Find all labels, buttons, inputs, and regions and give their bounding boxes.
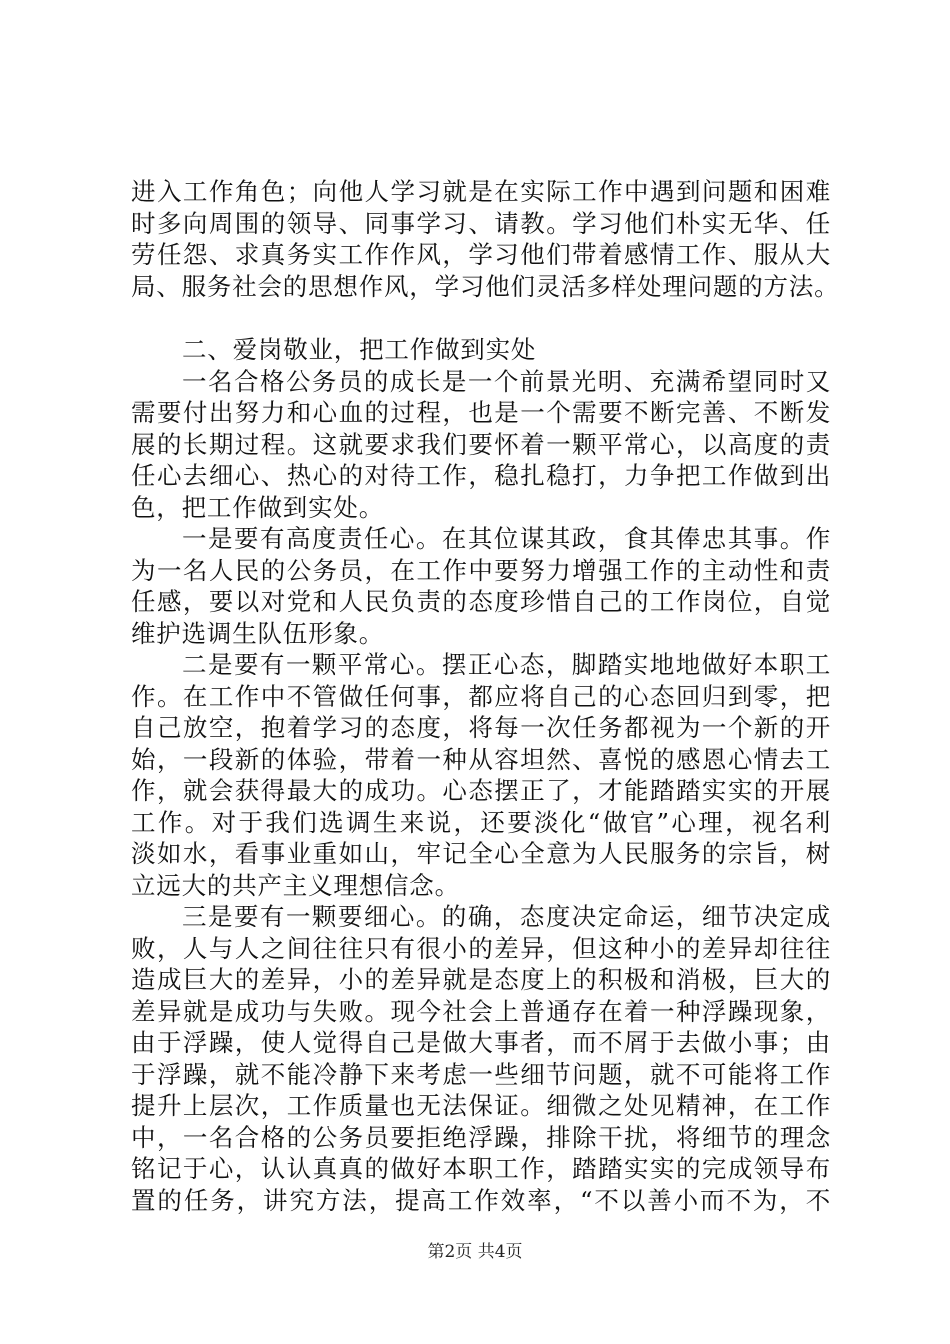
body-line: 差异就是成功与失败。现今社会上普通存在着一种浮躁现象， bbox=[131, 996, 831, 1026]
body-line: 铭记于心，认认真真的做好本职工作，踏踏实实的完成领导布 bbox=[131, 1154, 831, 1183]
body-line: 二是要有一颗平常心。摆正心态，脚踏实地地做好本职工 bbox=[182, 650, 831, 679]
body-line: 置的任务，讲究方法，提高工作效率，“不以善小而不为，不 bbox=[131, 1185, 831, 1215]
body-line: 中，一名合格的公务员要拒绝浮躁，排除干扰，将细节的理念 bbox=[131, 1122, 831, 1152]
body-line: 于浮躁，就不能冷静下来考虑一些细节问题，就不可能将工作 bbox=[131, 1059, 831, 1089]
body-line: 劳任怨、求真务实工作作风，学习他们带着感情工作、服从大 bbox=[131, 240, 831, 269]
body-line: 为一名人民的公务员，在工作中要努力增强工作的主动性和责 bbox=[131, 555, 831, 585]
body-line: 任感，要以对党和人民负责的态度珍惜自己的工作岗位，自觉 bbox=[131, 587, 831, 616]
body-line: 一名合格公务员的成长是一个前景光明、充满希望同时又 bbox=[182, 366, 831, 396]
body-line: 进入工作角色；向他人学习就是在实际工作中遇到问题和困难 bbox=[131, 177, 831, 206]
body-line: 色，把工作做到实处。 bbox=[131, 492, 384, 522]
body-line: 提升上层次，工作质量也无法保证。细微之处见精神，在工作 bbox=[131, 1091, 831, 1120]
body-line: 局、服务社会的思想作风，学习他们灵活多样处理问题的方法。 bbox=[131, 271, 840, 301]
body-line: 始，一段新的体验，带着一种从容坦然、喜悦的感恩心情去工 bbox=[131, 744, 831, 774]
body-line: 作。在工作中不管做任何事，都应将自己的心态回归到零，把 bbox=[131, 681, 831, 711]
page-footer bbox=[0, 1241, 950, 1263]
body-line: 作，就会获得最大的成功。心态摆正了，才能踏踏实实的开展 bbox=[131, 776, 831, 805]
body-line: 淡如水，看事业重如山，牢记全心全意为人民服务的宗旨，树 bbox=[131, 839, 831, 868]
body-line: 时多向周围的领导、同事学习、请教。学习他们朴实无华、任 bbox=[131, 208, 831, 238]
body-line: 造成巨大的差异，小的差异就是态度上的积极和消极，巨大的 bbox=[131, 965, 831, 994]
body-line: 维护选调生队伍形象。 bbox=[131, 618, 384, 648]
body-line: 展的长期过程。这就要求我们要怀着一颗平常心，以高度的责 bbox=[131, 429, 831, 459]
body-line: 败，人与人之间往往只有很小的差异，但这种小的差异却往往 bbox=[131, 933, 831, 963]
body-line: 需要付出努力和心血的过程，也是一个需要不断完善、不断发 bbox=[131, 398, 831, 427]
body-line: 任心去细心、热心的对待工作，稳扎稳打，力争把工作做到出 bbox=[131, 461, 831, 490]
body-line: 立远大的共产主义理想信念。 bbox=[131, 870, 460, 900]
page-number: 第2页 共4页 bbox=[427, 1242, 523, 1262]
body-line: 工作。对于我们选调生来说，还要淡化“做官”心理，视名利 bbox=[131, 807, 831, 837]
document-body bbox=[131, 176, 840, 1216]
paragraph-gap bbox=[131, 302, 831, 334]
body-line: 一是要有高度责任心。在其位谋其政，食其俸忠其事。作 bbox=[182, 524, 831, 553]
body-line: 自己放空，抱着学习的态度，将每一次任务都视为一个新的开 bbox=[131, 713, 831, 742]
body-line: 由于浮躁，使人觉得自己是做大事者，而不屑于去做小事；由 bbox=[131, 1028, 831, 1057]
body-line: 三是要有一颗要细心。的确，态度决定命运，细节决定成 bbox=[182, 902, 831, 931]
section-heading: 二、爱岗敬业，把工作做到实处 bbox=[182, 335, 537, 364]
